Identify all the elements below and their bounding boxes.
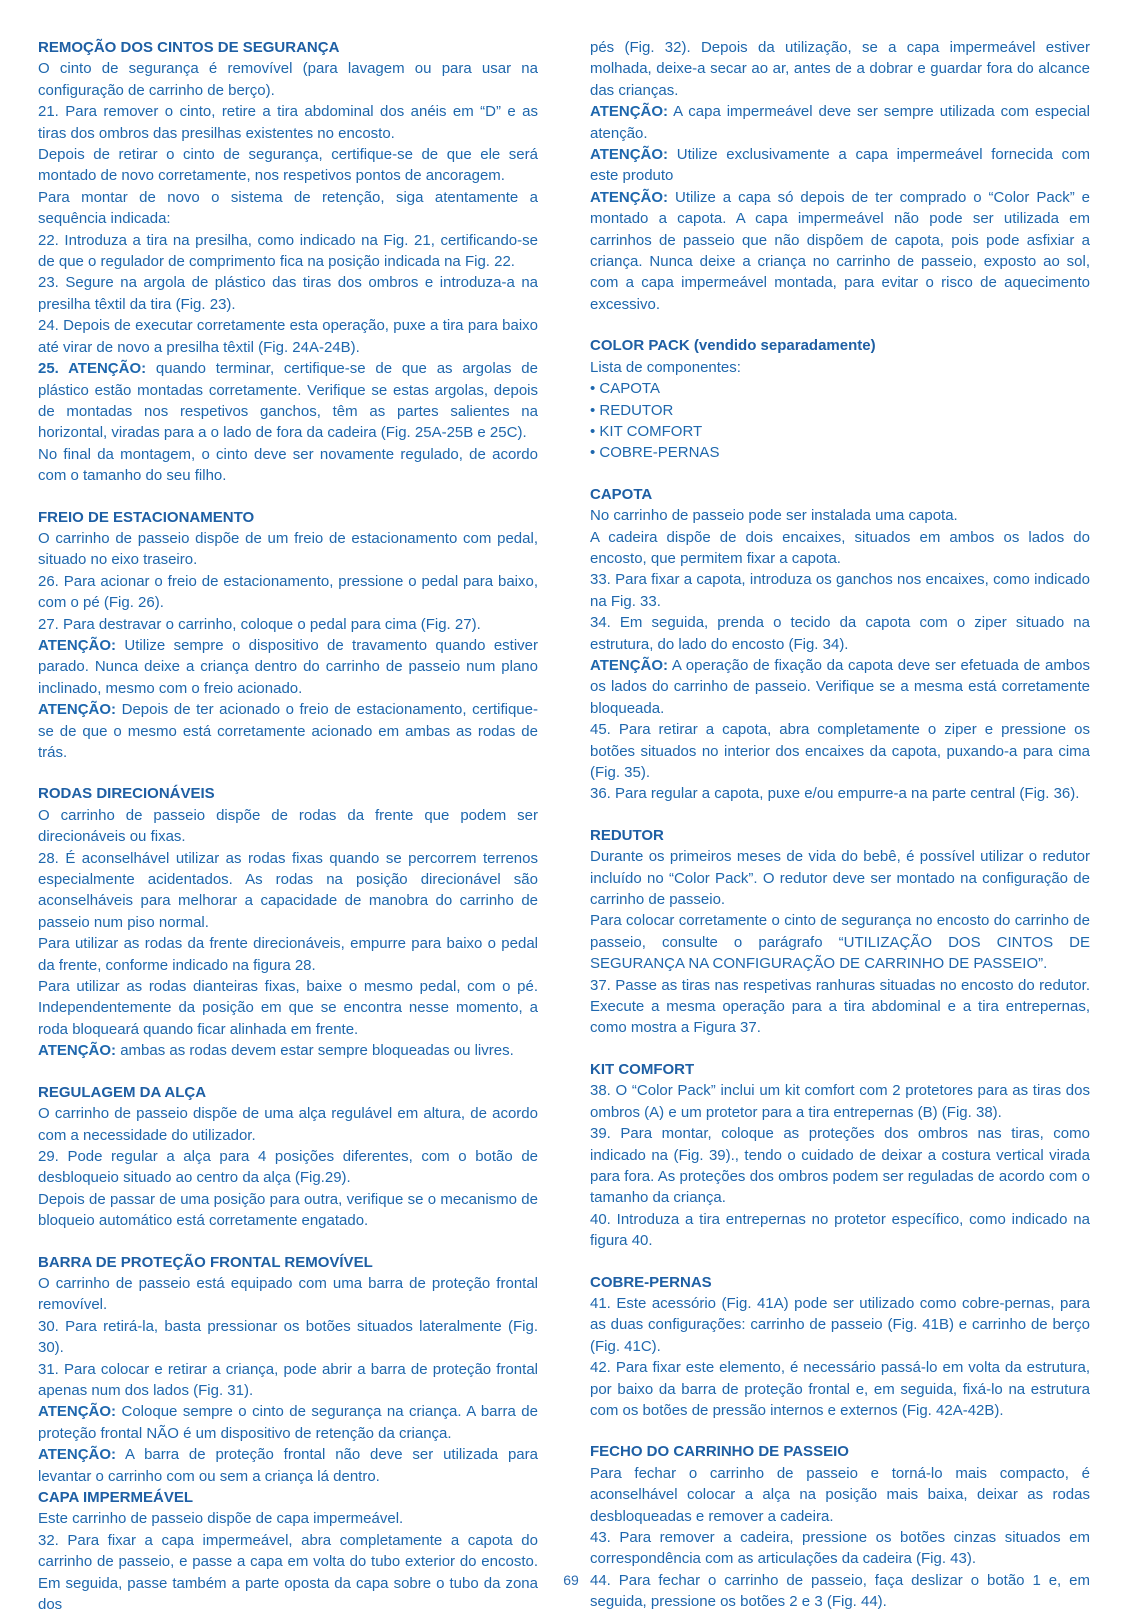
warning-text: Coloque sempre o cinto de segurança na criança. A barra de proteção frontal NÃO é um dispositivo de retenção da criança. <box>38 1403 538 1442</box>
paragraph: Depois de retirar o cinto de segurança, certifique-se de que ele será montado de novo corretamente, nos respetivos pontos de ancoragem. <box>38 146 538 185</box>
list-item: • CAPOTA <box>590 378 1090 399</box>
paragraph: 32. Para fixar a capa impermeável, abra completamente a capota do carrinho de passeio, e passe a capa em volta do tubo exterior do encosto. Em seguida, passe também a parte oposta da capa sobre o tubo da zona dos <box>38 1531 538 1614</box>
paragraph: 42. Para fixar este elemento, é necessário passá-lo em volta da estrutura, por baixo da barra de proteção frontal e, em seguida, fixá-lo na estrutura com os botões de pressão internos e externos (Fig. 42A-42B). <box>590 1359 1090 1419</box>
warning-label: ATENÇÃO: <box>590 656 669 674</box>
paragraph: O carrinho de passeio dispõe de uma alça regulável em altura, de acordo com a necessidade do utilizador. <box>38 1105 538 1144</box>
section-title: FECHO DO CARRINHO DE PASSEIO <box>590 1443 849 1461</box>
paragraph: Durante os primeiros meses de vida do bebê, é possível utilizar o redutor incluído no “Color Pack”. O redutor deve ser montado na configuração de carrinho de passeio. <box>590 848 1090 909</box>
section-rain-cover <box>38 1487 538 1615</box>
section-canopy <box>590 484 1090 805</box>
section-title: KIT COMFORT <box>590 1060 695 1078</box>
warning-paragraph <box>590 101 1090 144</box>
warning-label: 25. ATENÇÃO: <box>38 360 147 378</box>
paragraph: Este carrinho de passeio dispõe de capa impermeável. <box>38 1510 404 1528</box>
paragraph: A cadeira dispõe de dois encaixes, situados em ambos os lados do encosto, que permitem fixar a capota. <box>590 528 1090 567</box>
paragraph: Para fechar o carrinho de passeio e torná-lo mais compacto, é aconselhável colocar a alça na posição mais baixa, deixar as rodas desbloqueadas e remover a cadeira. <box>590 1464 1090 1525</box>
warning-label: ATENÇÃO: <box>590 103 669 121</box>
paragraph: 43. Para remover a cadeira, pressione os botões cinzas situados em correspondência com as articulações da cadeira (Fig. 43). <box>590 1529 1090 1568</box>
warning-paragraph <box>590 187 1090 315</box>
component-list <box>590 378 1090 464</box>
section-title: REDUTOR <box>590 826 664 844</box>
paragraph: 33. Para fixar a capota, introduza os ganchos nos encaixes, como indicado na Fig. 33. <box>590 571 1090 610</box>
warning-text: Utilize a capa só depois de ter comprado o “Color Pack” e montado a capota. A capa impermeável não pode ser utilizada em carrinhos de passeio que não dispõem de capota, pois pode asfixiar a criança. Nunca deixe a criança no carrinho de passeio, exposto ao sol, com a capa impermeável montada, para evitar o risco de aquecimento excessivo. <box>590 188 1090 313</box>
section-title: REGULAGEM DA ALÇA <box>38 1083 207 1101</box>
paragraph: 26. Para acionar o freio de estacionamento, pressione o pedal para baixo, com o pé (Fig. 26). <box>38 572 538 612</box>
warning-label: ATENÇÃO: <box>38 1446 117 1464</box>
list-item: • REDUTOR <box>590 400 1090 421</box>
paragraph: 31. Para colocar e retirar a criança, pode abrir a barra de proteção frontal apenas num dos lados (Fig. 31). <box>38 1360 538 1399</box>
paragraph: No carrinho de passeio pode ser instalada uma capota. <box>590 507 958 525</box>
warning-paragraph <box>38 1040 538 1061</box>
paragraph: 36. Para regular a capota, puxe e/ou empurre-a na parte central (Fig. 36). <box>590 785 1080 803</box>
section-handle-adjustment <box>38 1082 538 1232</box>
paragraph: 38. O “Color Pack” inclui um kit comfort com 2 protetores para as tiras dos ombros (A) e um protetor para a tira entrepernas (B) (Fig. 38). <box>590 1082 1090 1121</box>
list-item: • KIT COMFORT <box>590 421 1090 442</box>
section-reducer <box>590 825 1090 1039</box>
section-title: FREIO DE ESTACIONAMENTO <box>38 508 255 526</box>
warning-paragraph <box>38 1444 538 1487</box>
paragraph: Para utilizar as rodas da frente direcionáveis, empurre para baixo o pedal da frente, conforme indicado na figura 28. <box>38 935 538 974</box>
paragraph: 30. Para retirá-la, basta pressionar os botões situados lateralmente (Fig. 30). <box>38 1317 538 1357</box>
section-title: RODAS DIRECIONÁVEIS <box>38 785 215 803</box>
warning-label: ATENÇÃO: <box>38 1403 117 1421</box>
paragraph: pés (Fig. 32). Depois da utilização, se a capa impermeável estiver molhada, deixe-a secar ao ar, antes de a dobrar e guardar fora do alcance das crianças. <box>590 39 1090 99</box>
paragraph: Para montar de novo o sistema de retenção, siga atentamente a sequência indicada: <box>38 188 538 228</box>
warning-text: ambas as rodas devem estar sempre bloqueadas ou livres. <box>116 1042 514 1060</box>
section-title: CAPA IMPERMEÁVEL <box>38 1489 194 1506</box>
section-swivel-wheels <box>38 783 538 1061</box>
paragraph: 21. Para remover o cinto, retire a tira abdominal dos anéis em “D” e as tiras dos ombros das presilhas existentes no encosto. <box>38 103 538 142</box>
section-title: COBRE-PERNAS <box>590 1273 712 1291</box>
paragraph: 29. Pode regular a alça para 4 posições diferentes, com o botão de desbloqueio situado ao centro da alça (Fig.29). <box>38 1147 538 1187</box>
section-title: COLOR PACK (vendido separadamente) <box>590 337 876 355</box>
warning-paragraph <box>38 1401 538 1444</box>
warning-paragraph <box>38 358 538 444</box>
section-title: CAPOTA <box>590 485 653 503</box>
warning-label: ATENÇÃO: <box>590 188 669 206</box>
warning-text: Utilize sempre o dispositivo de travamento quando estiver parado. Nunca deixe a criança dentro do carrinho de passeio num plano inclinado, mesmo com o freio acionado. <box>38 636 538 697</box>
section-front-bar <box>38 1252 538 1487</box>
section-color-pack <box>590 335 1090 463</box>
paragraph: 39. Para montar, coloque as proteções dos ombros nas tiras, como indicado na (Fig. 39)., tendo o cuidado de deixar a costura vertical virada para fora. As proteções dos ombros podem ser reguladas de acordo com o tamanho da criança. <box>590 1125 1090 1207</box>
section-leg-cover <box>590 1272 1090 1422</box>
section-title: REMOÇÃO DOS CINTOS DE SEGURANÇA <box>38 39 340 56</box>
warning-label: ATENÇÃO: <box>590 146 669 164</box>
section-title: BARRA DE PROTEÇÃO FRONTAL REMOVÍVEL <box>38 1253 373 1271</box>
paragraph: Depois de passar de uma posição para outra, verifique se o mecanismo de bloqueio automático está corretamente engatado. <box>38 1190 538 1230</box>
section-parking-brake <box>38 507 538 764</box>
paragraph: 44. Para fechar o carrinho de passeio, faça deslizar o botão 1 e, em seguida, pressione os botões 2 e 3 (Fig. 44). <box>590 1571 1090 1611</box>
paragraph: Para utilizar as rodas dianteiras fixas, baixe o mesmo pedal, com o pé. Independentemente da posição em que se encontra nesse momento, a roda bloqueará quando ficar alinhada em frente. <box>38 978 538 1038</box>
paragraph: No final da montagem, o cinto deve ser novamente regulado, de acordo com o tamanho do seu filho. <box>38 445 538 485</box>
paragraph: 28. É aconselhável utilizar as rodas fixas quando se percorrem terrenos especialmente acidentados. As rodas na posição direcionável são aconselháveis para melhorar a capacidade de manobra do carrinho de passeio num piso normal. <box>38 849 538 931</box>
warning-paragraph <box>38 699 538 763</box>
page-number: 69 <box>563 1572 579 1588</box>
paragraph: 23. Segure na argola de plástico das tiras dos ombros e introduza-a na presilha têxtil da tira (Fig. 23). <box>38 274 538 313</box>
list-item: • COBRE-PERNAS <box>590 442 1090 463</box>
paragraph: Lista de componentes: <box>590 358 741 376</box>
warning-text: A capa impermeável deve ser sempre utilizada com especial atenção. <box>590 103 1090 142</box>
warning-text: quando terminar, certifique-se de que as argolas de plástico estão montadas corretamente. Verifique se estas argolas, depois de montadas nos respetivos ganchos, têm as partes salientes na horizontal, viradas para a o lado de fora da cadeira (Fig. 25A-25B e 25C). <box>38 360 538 442</box>
section-folding <box>590 1441 1090 1612</box>
paragraph: 27. Para destravar o carrinho, coloque o pedal para cima (Fig. 27). <box>38 615 481 633</box>
left-column <box>38 37 538 1615</box>
warning-text: Depois de ter acionado o freio de estacionamento, certifique-se de que o mesmo está corretamente acionado em ambas as rodas de trás. <box>38 701 538 761</box>
paragraph: 45. Para retirar a capota, abra completamente o ziper e pressione os botões situados no interior dos encaixes da capota, puxando-a para cima (Fig. 35). <box>590 721 1090 781</box>
warning-text: Utilize exclusivamente a capa impermeável fornecida com este produto <box>590 146 1090 185</box>
paragraph: 24. Depois de executar corretamente esta operação, puxe a tira para baixo até virar de novo a presilha têxtil (Fig. 24A-24B). <box>38 317 538 356</box>
paragraph: 34. Em seguida, prenda o tecido da capota com o ziper situado na estrutura, do lado do encosto (Fig. 34). <box>590 614 1090 653</box>
warning-label: ATENÇÃO: <box>38 1042 117 1060</box>
paragraph: 41. Este acessório (Fig. 41A) pode ser utilizado como cobre-pernas, para as duas configurações: carrinho de passeio (Fig. 41B) e carrinho de berço (Fig. 41C). <box>590 1294 1090 1355</box>
paragraph: 37. Passe as tiras nas respetivas ranhuras situadas no encosto do redutor. Execute a mesma operação para a tira abdominal e a tira entrepernas, como mostra a Figura 37. <box>590 976 1090 1037</box>
warning-label: ATENÇÃO: <box>38 636 117 654</box>
warning-text: A barra de proteção frontal não deve ser utilizada para levantar o carrinho com ou sem a criança lá dentro. <box>38 1446 538 1485</box>
section-belt-removal <box>38 37 538 487</box>
warning-paragraph <box>38 635 538 699</box>
section-kit-comfort <box>590 1059 1090 1252</box>
right-column <box>590 37 1090 1613</box>
warning-label: ATENÇÃO: <box>38 701 117 719</box>
warning-paragraph <box>590 144 1090 187</box>
paragraph: 22. Introduza a tira na presilha, como indicado na Fig. 21, certificando-se de que o regulador de comprimento fica na posição indicada na Fig. 22. <box>38 231 538 271</box>
paragraph: O carrinho de passeio dispõe de rodas da frente que podem ser direcionáveis ou fixas. <box>38 806 538 846</box>
paragraph: O cinto de segurança é removível (para lavagem ou para usar na configuração de carrinho de berço). <box>38 60 538 99</box>
paragraph: Para colocar corretamente o cinto de segurança no encosto do carrinho de passeio, consulte o parágrafo “UTILIZAÇÃO DOS CINTOS DE SEGURANÇA NA CONFIGURAÇÃO DE CARRINHO DE PASSEIO”. <box>590 912 1090 973</box>
warning-paragraph <box>590 655 1090 719</box>
paragraph: O carrinho de passeio está equipado com uma barra de proteção frontal removível. <box>38 1274 538 1314</box>
paragraph: O carrinho de passeio dispõe de um freio de estacionamento com pedal, situado no eixo traseiro. <box>38 529 538 569</box>
paragraph: 40. Introduza a tira entrepernas no protetor específico, como indicado na figura 40. <box>590 1210 1090 1250</box>
section-rain-cover-continued <box>590 37 1090 315</box>
warning-text: A operação de fixação da capota deve ser efetuada de ambos os lados do carrinho de passeio. Verifique se a mesma está corretamente bloqueada. <box>590 656 1090 717</box>
